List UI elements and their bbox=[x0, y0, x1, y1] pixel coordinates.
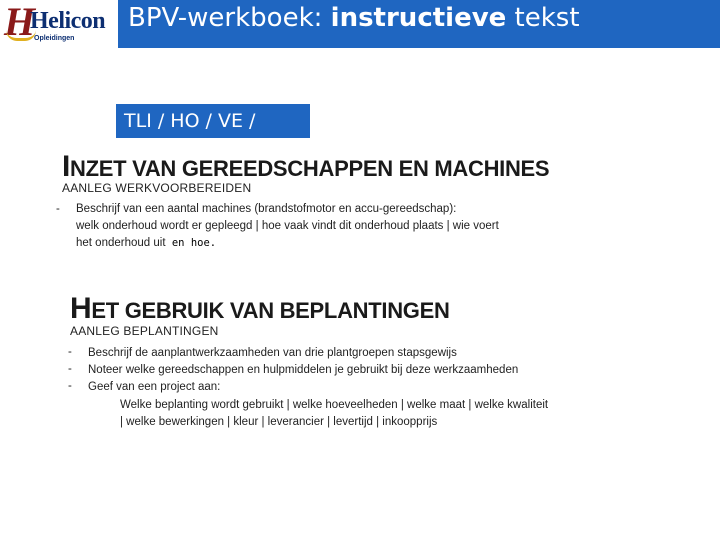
section2-dash-1: - bbox=[68, 346, 72, 358]
section2-title-rest: ET GEBRUIK VAN BEPLANTINGEN bbox=[91, 298, 450, 323]
title-suffix: tekst bbox=[506, 3, 580, 33]
section2-detail-line1: Welke beplanting wordt gebruikt | welke hoeveelheden | welke maat | welke kwaliteit bbox=[120, 399, 549, 411]
section2-item-1: Beschrijf de aanplantwerkzaamheden van drie plantgroepen stapsgewijs bbox=[88, 347, 457, 359]
section1-line3-b: en hoe. bbox=[165, 237, 217, 249]
section2-detail bbox=[120, 397, 548, 431]
section1-line1: Beschrijf van een aantal machines (brandstofmotor en accu-gereedschap): bbox=[76, 203, 457, 215]
page-title bbox=[128, 3, 580, 33]
section1-bullet-dash: - bbox=[56, 203, 60, 215]
logo-brand: Helicon bbox=[30, 8, 106, 34]
title-bold: instructieve bbox=[330, 3, 507, 33]
section1-line3-a: het onderhoud uit bbox=[76, 237, 166, 249]
logo-initial: H bbox=[4, 0, 36, 44]
section1-bullet bbox=[76, 201, 499, 252]
section2-detail-line2: | welke bewerkingen | kleur | leverancier | levertijd | inkoopprijs bbox=[120, 416, 438, 428]
section2-subtitle: AANLEG BEPLANTINGEN bbox=[70, 324, 219, 338]
logo-subtitle: Opleidingen bbox=[34, 35, 75, 42]
title-prefix: BPV-werkboek: bbox=[128, 3, 331, 33]
section1-title bbox=[62, 150, 549, 184]
section2-title bbox=[70, 292, 450, 326]
section1-subtitle: AANLEG WERKVOORBEREIDEN bbox=[62, 181, 252, 195]
course-tag: TLI / HO / VE / bbox=[116, 104, 310, 138]
section1-title-cap: I bbox=[62, 150, 71, 183]
section2-item-2: Noteer welke gereedschappen en hulpmiddelen je gebruikt bij deze werkzaamheden bbox=[88, 364, 519, 376]
section2-title-cap: H bbox=[70, 292, 92, 325]
section2-dash-3: - bbox=[68, 380, 72, 392]
section2-item-3: Geef van een project aan: bbox=[88, 381, 221, 393]
section1-line3 bbox=[76, 235, 499, 252]
section1-title-rest: NZET VAN GEREEDSCHAPPEN EN MACHINES bbox=[70, 156, 550, 181]
section2-dash-2: - bbox=[68, 363, 72, 375]
helicon-logo bbox=[0, 0, 118, 48]
section1-line2: welk onderhoud wordt er gepleegd | hoe vaak vindt dit onderhoud plaats | wie voert bbox=[76, 220, 499, 232]
header-bar bbox=[0, 0, 720, 48]
